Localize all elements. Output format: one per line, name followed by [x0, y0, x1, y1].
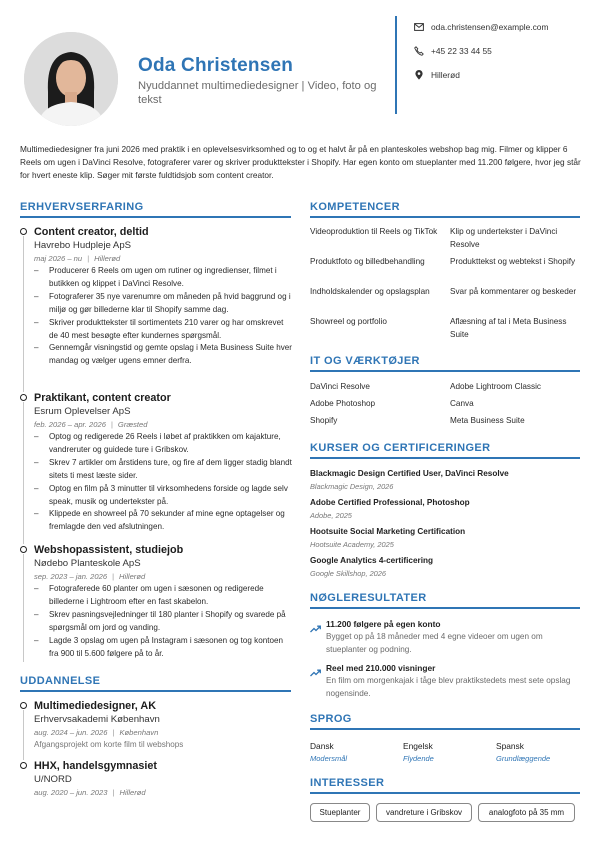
section-title-education: UDDANNELSE: [20, 675, 101, 687]
job-meta: sep. 2023 – jan. 2026 | Hillerød: [34, 572, 146, 581]
job-date: feb. 2026 – apr. 2026: [34, 420, 106, 429]
job-date: sep. 2023 – jan. 2026: [34, 572, 108, 581]
timeline-dot: [20, 228, 27, 235]
job-title: Content creator, deltid: [34, 226, 149, 238]
section-rule: [310, 728, 580, 730]
job-bullet: – Fotograferede 60 planter om ugen i sæsonen og redigerede billederne i Lightroom efter en fast skabelon.: [34, 583, 292, 609]
job-bullet: – Optog og redigerede 26 Reels i løbet af praktikken om kajakture, vandreruter og guidede ture i Gribskov.: [34, 431, 292, 457]
section-rule: [310, 607, 580, 609]
section-rule: [310, 792, 580, 794]
timeline-dot: [20, 702, 27, 709]
trend-up-icon: [310, 664, 321, 672]
header-divider: [395, 16, 397, 114]
interest-tag: vandreture i Gribskov: [376, 803, 472, 822]
job-bullet: – Skrev 7 artikler om årstidens ture, og fire af dem ligger stadig blandt sitets ti mest læste sider.: [34, 457, 292, 483]
course-name: Adobe Certified Professional, Photoshop: [310, 498, 470, 507]
language-level: Grundlæggende: [496, 754, 551, 763]
education-school: U/NORD: [34, 774, 72, 785]
achievement-description: En film om morgenkajak i tåge blev praktikstedets mest sete opslag nogensinde.: [326, 676, 571, 698]
job-bullet: – Klippede en showreel på 70 sekunder af mine egne optagelser og fremlagde den ved afslutningen.: [34, 508, 292, 534]
resume-header: [0, 0, 600, 135]
contact-email[interactable]: [414, 22, 548, 32]
job-bullets: [34, 265, 292, 368]
section-title-achievements: NØGLERESULTATER: [310, 592, 427, 604]
tool-item: DaVinci Resolve: [310, 382, 370, 391]
skill-item: Produkttekst og webtekst i Shopify: [450, 257, 576, 266]
skill-item: Klip og undertekster i DaVinci Resolve: [450, 227, 558, 249]
job-company: Nødebo Planteskole ApS: [34, 558, 141, 569]
course-meta: Adobe, 2025: [310, 511, 352, 520]
language-name: Spansk: [496, 741, 524, 751]
section-title-skills: KOMPETENCER: [310, 201, 400, 213]
job-title: Webshopassistent, studiejob: [34, 544, 184, 556]
timeline-dot: [20, 546, 27, 553]
experience-item: [20, 226, 292, 392]
candidate-subtitle: Nyuddannet multimediedesigner | Video, foto og tekst: [138, 80, 377, 106]
course-name: Hootsuite Social Marketing Certification: [310, 527, 466, 536]
job-company: Havrebo Hudpleje ApS: [34, 240, 132, 251]
contact-phone[interactable]: [414, 46, 492, 56]
section-title-tools: IT OG VÆRKTØJER: [310, 355, 420, 367]
section-rule: [20, 690, 291, 692]
job-place: Hillerød: [119, 572, 146, 581]
job-date: maj 2026 – nu: [34, 254, 83, 263]
contact-email-text: oda.christensen@example.com: [431, 22, 549, 32]
job-meta: feb. 2026 – apr. 2026 | Græsted: [34, 420, 148, 429]
timeline-line: [23, 554, 24, 662]
education-date: aug. 2024 – jun. 2026: [34, 728, 108, 737]
education-place: København: [119, 728, 159, 737]
education-place: Hillerød: [119, 788, 146, 797]
course-meta: Hootsuite Academy, 2025: [310, 540, 394, 549]
skill-item: Aflæsning af tal i Meta Business Suite: [450, 317, 567, 339]
education-school: Erhvervsakademi København: [34, 714, 160, 725]
job-title: Praktikant, content creator: [34, 392, 171, 404]
section-rule: [310, 370, 580, 372]
timeline-dot: [20, 394, 27, 401]
job-bullet: – Lagde 3 opslag om ugen på Instagram i sæsonen og tog kontoen fra 900 til 5.600 følgere på to år.: [34, 635, 292, 661]
tool-item: Adobe Photoshop: [310, 399, 376, 408]
job-bullets: [34, 583, 292, 660]
profile-photo: [24, 32, 118, 126]
contact-location-text: Hillerød: [431, 70, 460, 80]
job-bullet: – Skriver produkttekster til sortimentets 210 varer og har omskrevet de 40 mest besøgte efter kundernes spørgsmål.: [34, 317, 292, 343]
profile-photo-illustration: [24, 32, 118, 126]
timeline-line: [23, 236, 24, 392]
language-level: Flydende: [403, 754, 434, 763]
language-name: Engelsk: [403, 741, 433, 751]
candidate-name: Oda Christensen: [138, 55, 294, 76]
section-title-languages: SPROG: [310, 713, 352, 725]
education-title: HHX, handelsgymnasiet: [34, 760, 157, 772]
education-item: [20, 700, 292, 760]
language-level: Modersmål: [310, 754, 348, 763]
education-note: Afgangsprojekt om korte film til webshops: [34, 740, 184, 749]
education-title: Multimediedesigner, AK: [34, 700, 156, 712]
contact-phone-text: +45 22 33 44 55: [431, 46, 492, 56]
job-place: Hillerød: [94, 254, 121, 263]
experience-item: [20, 392, 292, 544]
skill-item: Svar på kommentarer og beskeder: [450, 287, 577, 296]
tool-item: Adobe Lightroom Classic: [450, 382, 542, 391]
timeline-dot: [20, 762, 27, 769]
course-meta: Google Skillshop, 2026: [310, 569, 387, 578]
job-bullet: – Gennemgår visningstid og gemte opslag i Meta Business Suite hver mandag og vælger ugens emner derfra.: [34, 342, 292, 368]
tool-item: Canva: [450, 399, 474, 408]
timeline-line: [23, 402, 24, 544]
tool-item: Shopify: [310, 416, 338, 425]
education-meta: aug. 2020 – jun. 2023 | Hillerød: [34, 788, 146, 797]
job-bullet: – Fotograferer 35 nye varenumre om måneden på hvid baggrund og i miljø og gør billederne klar til Shopify samme dag.: [34, 291, 292, 317]
course-meta: Blackmagic Design, 2026: [310, 482, 394, 491]
job-bullet: – Skrev pasningsvejledninger til 180 planter i Shopify og svarede på spørgsmål om jord og vanding.: [34, 609, 292, 635]
section-title-interests: INTERESSER: [310, 777, 385, 789]
profile-summary: Multimediedesigner fra juni 2026 med praktik i en oplevelsesvirksomhed og to og et halvt år på en planteskoles webshop bag mig. Filmer og klipper 6 Reels om ugen i DaVinci Resolve, fotograferer varer og skriver produkttekster i Shopify. Har egen konto om stueplanter med 11.200 følgere, hvor jeg står for hvert eneste klip. Søger mit første fuldtidsjob som content creator.: [20, 144, 581, 180]
contact-location: [414, 70, 460, 80]
course-name: Google Analytics 4-certificering: [310, 556, 433, 565]
job-bullet: – Producerer 6 Reels om ugen om rutiner og ingredienser, filmet i butikken og klippet i DaVinci Resolve.: [34, 265, 292, 291]
skill-item: Showreel og portfolio: [310, 317, 387, 326]
job-bullets: [34, 431, 292, 534]
language-name: Dansk: [310, 741, 334, 751]
mail-icon: [414, 22, 424, 32]
trend-up-icon: [310, 620, 321, 628]
section-title-experience: ERHVERVSERFARING: [20, 201, 144, 213]
job-bullet: – Optog en film på 3 minutter til virksomhedens forside og lagde selv speak, musik og undertekster på.: [34, 483, 292, 509]
section-title-courses: KURSER OG CERTIFICERINGER: [310, 442, 491, 454]
section-rule: [20, 216, 291, 218]
skill-item: Produktfoto og billedbehandling: [310, 257, 425, 266]
education-meta: aug. 2024 – jun. 2026 | København: [34, 728, 159, 737]
education-date: aug. 2020 – jun. 2023: [34, 788, 108, 797]
interest-tag: Stueplanter: [310, 803, 370, 822]
job-company: Esrum Oplevelser ApS: [34, 406, 131, 417]
achievement-description: Bygget op på 18 måneder med 4 egne videoer om ugen om stueplanter og podning.: [326, 632, 543, 654]
achievement-title: 11.200 følgere på egen konto: [326, 619, 441, 629]
section-rule: [310, 457, 580, 459]
skill-item: Indholdskalender og opslagsplan: [310, 287, 430, 296]
skill-item: Videoproduktion til Reels og TikTok: [310, 227, 438, 236]
experience-item: [20, 544, 292, 664]
achievement-title: Reel med 210.000 visninger: [326, 663, 436, 673]
job-meta: maj 2026 – nu | Hillerød: [34, 254, 121, 263]
tool-item: Meta Business Suite: [450, 416, 525, 425]
job-place: Græsted: [117, 420, 148, 429]
timeline-line: [23, 710, 24, 760]
location-pin-icon: [414, 70, 424, 80]
interest-tag: analogfoto på 35 mm: [478, 803, 575, 822]
course-name: Blackmagic Design Certified User, DaVinci Resolve: [310, 469, 509, 478]
education-item: [20, 760, 292, 800]
phone-icon: [414, 46, 424, 56]
section-rule: [310, 216, 580, 218]
